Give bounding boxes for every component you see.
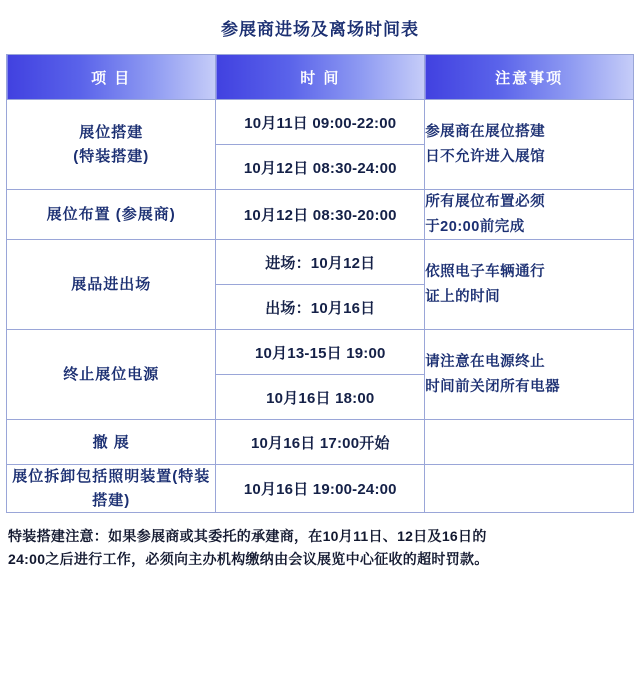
table-row bbox=[7, 190, 634, 240]
note-line2: 证上的时间 bbox=[425, 288, 501, 305]
footnote bbox=[8, 525, 632, 571]
note-line1: 请注意在电源终止 bbox=[425, 354, 546, 371]
row-note bbox=[425, 190, 634, 240]
table-row bbox=[7, 465, 634, 513]
item-label-line1: 展位搭建 bbox=[79, 124, 144, 142]
row-item-move-out bbox=[7, 420, 216, 465]
note-line1: 所有展位布置必须 bbox=[425, 194, 546, 210]
item-label-line1: 展位拆卸包括照明装置(特装搭建) bbox=[12, 468, 211, 509]
table-row bbox=[7, 240, 634, 285]
row-time: 10月16日 17:00开始 bbox=[216, 420, 425, 465]
item-label-line1: 展品进出场 bbox=[71, 276, 152, 294]
row-time: 10月16日 19:00-24:00 bbox=[216, 465, 425, 513]
note-line1: 依照电子车辆通行 bbox=[425, 264, 546, 281]
item-label-line1: 展位布置 (参展商) bbox=[46, 206, 176, 224]
table-row bbox=[7, 330, 634, 375]
row-item-exhibit-movein-moveout bbox=[7, 240, 216, 330]
header-note: 注意事项 bbox=[425, 55, 634, 100]
row-note bbox=[425, 465, 634, 513]
row-note bbox=[425, 240, 634, 330]
row-item-power-shutdown bbox=[7, 330, 216, 420]
note-line2: 于20:00前完成 bbox=[425, 218, 525, 235]
note-line2: 日不允许进入展馆 bbox=[425, 148, 546, 165]
table-header bbox=[7, 55, 634, 100]
page-title: 参展商进场及离场时间表 bbox=[221, 20, 419, 39]
row-time: 10月16日 18:00 bbox=[216, 375, 425, 420]
row-time: 进场：10月12日 bbox=[216, 240, 425, 285]
item-label-line1: 终止展位电源 bbox=[63, 366, 160, 384]
row-time: 10月12日 08:30-20:00 bbox=[216, 190, 425, 240]
row-time: 10月12日 08:30-24:00 bbox=[216, 145, 425, 190]
row-time: 10月11日 09:00-22:00 bbox=[216, 100, 425, 145]
item-label-line1: 撤 展 bbox=[92, 433, 130, 451]
table-body bbox=[7, 100, 634, 513]
footnote-line2: 24:00之后进行工作，必须向主办机构缴纳由会议展览中心征收的超时罚款。 bbox=[8, 550, 489, 567]
row-note bbox=[425, 330, 634, 420]
header-time: 时 间 bbox=[216, 55, 425, 100]
row-note bbox=[425, 420, 634, 465]
row-time: 出场：10月16日 bbox=[216, 285, 425, 330]
table-row bbox=[7, 420, 634, 465]
header-item: 项 目 bbox=[7, 55, 216, 100]
note-line1: 参展商在展位搭建 bbox=[425, 123, 546, 140]
row-item-booth-dismantle bbox=[7, 465, 216, 513]
row-time: 10月13-15日 19:00 bbox=[216, 330, 425, 375]
footnote-line1: 特装搭建注意：如果参展商或其委托的承建商，在10月11日、12日及16日的 bbox=[8, 527, 487, 544]
row-note bbox=[425, 100, 634, 190]
note-line2: 时间前关闭所有电器 bbox=[425, 378, 561, 395]
table-row bbox=[7, 100, 634, 145]
header-row bbox=[7, 55, 634, 100]
schedule-table bbox=[6, 54, 634, 513]
item-label-line2: (特装搭建) bbox=[73, 147, 150, 165]
row-item-booth-setup bbox=[7, 190, 216, 240]
row-item-booth-construction bbox=[7, 100, 216, 190]
